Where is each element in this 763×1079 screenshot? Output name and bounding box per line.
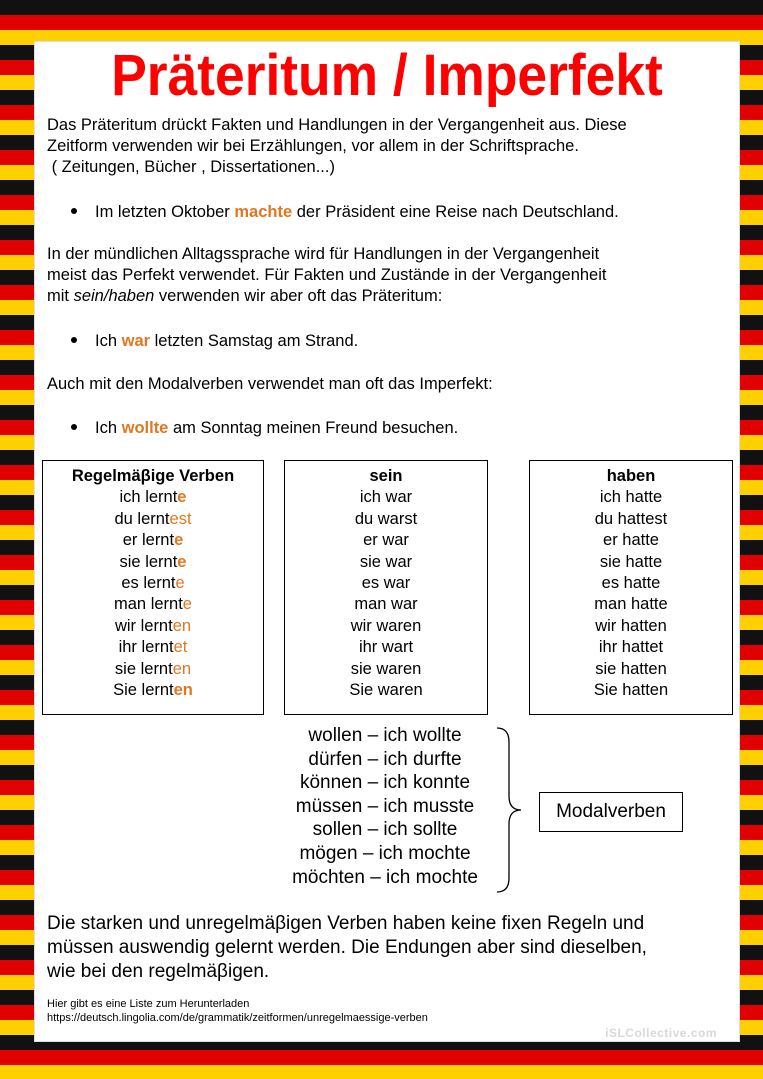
regular-verbs-list: [43, 487, 263, 701]
example-bullet-3: [71, 418, 458, 439]
paragraph-line: meist das Perfekt verwendet. Für Fakten und Zustände in der Vergangenheit: [47, 266, 607, 284]
example-text: Ich: [95, 332, 122, 350]
modal-verb-item: wollen – ich wollte: [308, 725, 462, 746]
verb-stem: es lernt: [121, 574, 176, 593]
regular-verb-row: [43, 594, 263, 615]
haben-list: [530, 487, 732, 701]
haben-row: ihr hattet: [598, 638, 664, 657]
modal-verb-item: dürfen – ich durfte: [308, 748, 462, 770]
sein-row: Sie waren: [349, 681, 423, 700]
example-text: letzten Samstag am Strand.: [150, 332, 359, 350]
modal-verbs-label: Modalverben: [539, 792, 683, 832]
modal-verb-item: können – ich konnte: [299, 772, 471, 794]
bullet-icon: [71, 208, 77, 214]
regular-verb-row: [43, 680, 263, 701]
verb-ending: en: [173, 681, 193, 700]
haben-row: man hatte: [594, 595, 668, 614]
sein-row: sie waren: [350, 659, 422, 678]
bullet-icon: [71, 337, 77, 343]
sein-row: wir waren: [350, 616, 422, 635]
sein-box: [284, 460, 488, 715]
haben-header: haben: [606, 467, 656, 485]
verb-ending: en: [172, 616, 192, 635]
closing-line: wie bei den regelmäβigen.: [47, 961, 270, 982]
haben-row: Sie hatten: [593, 681, 669, 700]
haben-row: es hatte: [601, 574, 661, 593]
example-text: der Präsident eine Reise nach Deutschland.: [292, 203, 619, 221]
paragraph-line: In der mündlichen Alltagssprache wird für Handlungen in der Vergangenheit: [47, 245, 600, 263]
intro-line: Zeitform verwenden wir bei Erzählungen, vor allem in der Schriftsprache.: [47, 137, 579, 155]
closing-line: müssen auswendig gelernt werden. Die Endungen aber sind dieselben,: [47, 937, 647, 958]
haben-row: wir hatten: [595, 616, 667, 635]
regular-verbs-box: [42, 460, 264, 715]
bullet-icon: [71, 424, 77, 430]
text: mit: [47, 287, 74, 305]
haben-row: sie hatte: [599, 552, 663, 571]
example-text: Im letzten Oktober: [95, 203, 235, 221]
verb-stem: Sie lernt: [113, 681, 174, 700]
verb-ending: en: [172, 659, 192, 678]
verb-ending: e: [174, 531, 184, 550]
intro-line: Das Präteritum drückt Fakten und Handlungen in der Vergangenheit aus. Diese: [47, 116, 627, 134]
example-bullet-1: [71, 202, 619, 223]
verb-stem: ihr lernt: [118, 638, 174, 657]
text: verwenden wir aber oft das Präteritum:: [154, 287, 443, 305]
verb-ending: e: [177, 552, 187, 571]
colloquial-paragraph: [47, 244, 737, 307]
regular-verb-row: [43, 487, 263, 508]
sein-row: ich war: [359, 488, 413, 507]
sein-row: man war: [354, 595, 418, 614]
sein-row: es war: [361, 574, 411, 593]
worksheet-page: [34, 41, 740, 1042]
curly-brace-icon: [495, 726, 525, 894]
example-bullet-2: [71, 331, 358, 352]
watermark-logo: iSLCollective.com: [605, 1026, 717, 1040]
intro-paragraph: [47, 115, 737, 178]
modal-intro-paragraph: Auch mit den Modalverben verwendet man oft das Imperfekt:: [47, 375, 493, 393]
modal-verb-item: mögen – ich mochte: [299, 842, 471, 864]
sein-row: du warst: [354, 509, 418, 528]
modal-verbs-list: [275, 724, 495, 889]
haben-row: ich hatte: [599, 488, 663, 507]
example-text: am Sonntag meinen Freund besuchen.: [168, 419, 459, 437]
haben-row: sie hatten: [595, 659, 667, 678]
regular-verb-row: [43, 530, 263, 551]
sein-list: [285, 487, 487, 701]
verb-ending: et: [173, 638, 188, 657]
highlighted-verb: war: [121, 332, 151, 350]
haben-box: [529, 460, 733, 715]
regular-verb-row: [43, 616, 263, 637]
modal-verb-item: sollen – ich sollte: [312, 819, 458, 841]
example-text: Ich: [95, 419, 122, 437]
highlighted-verb: machte: [234, 203, 293, 221]
verb-ending: est: [169, 509, 192, 528]
verb-ending: e: [182, 595, 192, 614]
regular-verb-row: [43, 552, 263, 573]
verb-stem: er lernt: [122, 531, 175, 550]
verb-stem: sie lernt: [114, 659, 173, 678]
haben-row: du hattest: [594, 509, 668, 528]
verb-stem: wir lernt: [114, 616, 173, 635]
modal-verb-item: müssen – ich musste: [295, 795, 475, 817]
download-note: Hier gibt es eine Liste zum Herunterladen: [47, 998, 250, 1010]
highlighted-verb: wollte: [121, 419, 169, 437]
verb-ending: e: [177, 488, 187, 507]
regular-verb-row: [43, 637, 263, 658]
verb-stem: ich lernt: [119, 488, 178, 507]
italic-text: sein/haben: [73, 287, 155, 305]
regular-verbs-header: Regelmäβige Verben: [71, 467, 235, 485]
closing-line: Die starken und unregelmäβigen Verben haben keine fixen Regeln und: [47, 913, 645, 934]
closing-paragraph: [47, 912, 737, 984]
page-title: Präteritum / Imperfekt: [111, 43, 663, 108]
download-link[interactable]: https://deutsch.lingolia.com/de/grammatik/zeitformen/unregelmaessige-verben: [47, 1012, 428, 1024]
sein-header: sein: [369, 467, 403, 485]
haben-row: er hatte: [603, 531, 659, 550]
verb-stem: sie lernt: [119, 552, 178, 571]
paragraph-line: [47, 286, 737, 307]
verb-stem: du lernt: [114, 509, 170, 528]
sein-row: sie war: [359, 552, 413, 571]
regular-verb-row: [43, 659, 263, 680]
sein-row: ihr wart: [358, 638, 414, 657]
verb-stem: man lernt: [114, 595, 183, 614]
sein-row: er war: [363, 531, 409, 550]
verb-ending: e: [175, 574, 185, 593]
modal-verb-item: möchten – ich mochte: [292, 866, 478, 888]
regular-verb-row: [43, 573, 263, 594]
intro-line: ( Zeitungen, Bücher , Dissertationen...): [47, 158, 335, 176]
regular-verb-row: [43, 509, 263, 530]
